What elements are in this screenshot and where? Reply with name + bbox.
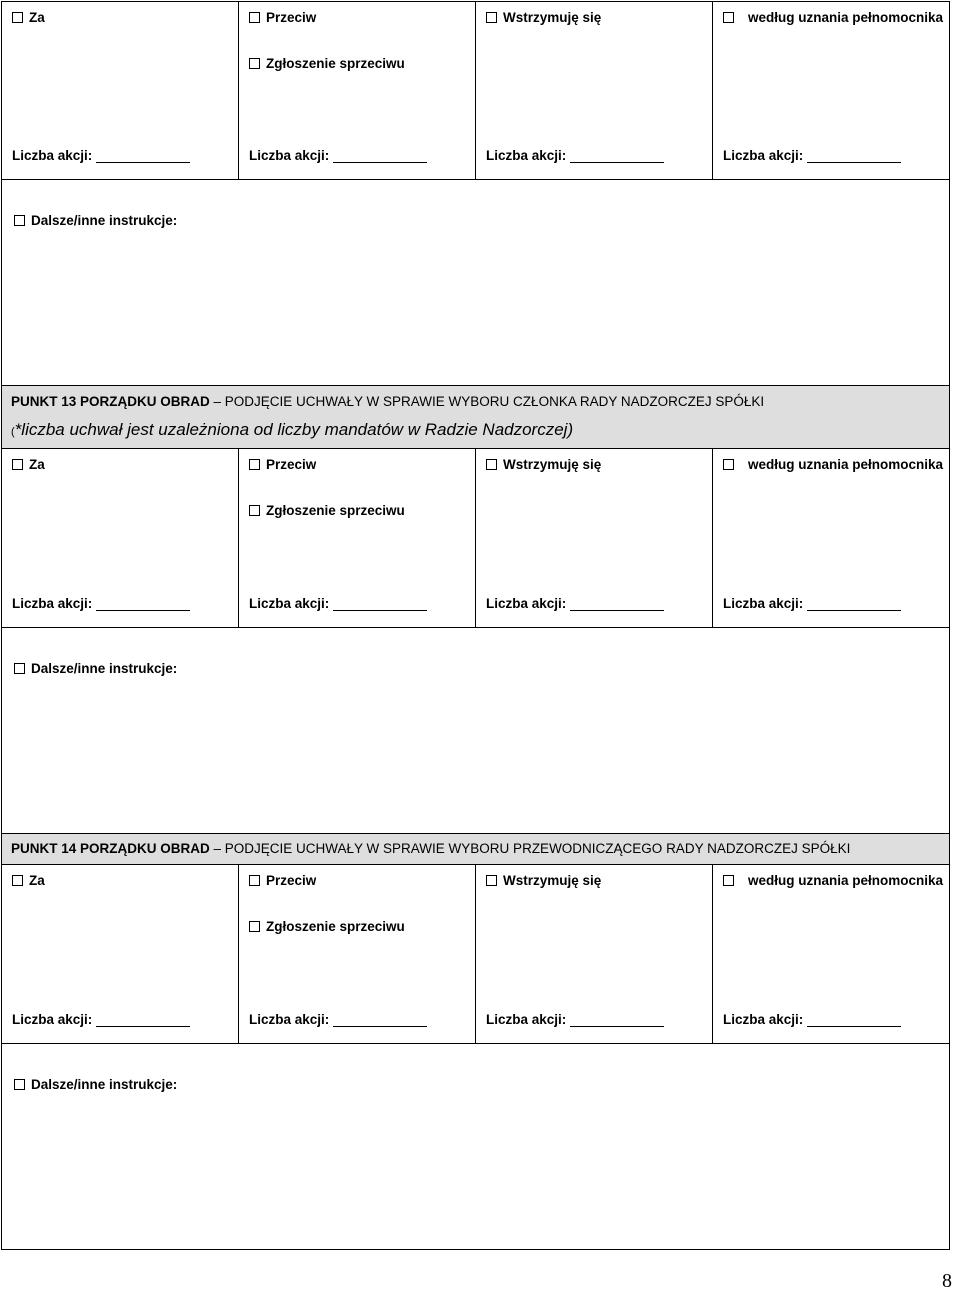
share-count: Liczba akcji: (12, 1012, 190, 1027)
option-wedlug-uznania[interactable]: według uznania pełnomocnika (723, 873, 943, 888)
checkbox-icon[interactable] (12, 875, 23, 886)
share-count: Liczba akcji: (249, 148, 427, 163)
option-za[interactable]: Za (12, 10, 45, 25)
checkbox-icon[interactable] (723, 459, 734, 470)
vote-row-14 (1, 864, 950, 1044)
option-wedlug-uznania[interactable]: według uznania pełnomocnika (723, 10, 943, 25)
share-count-field[interactable] (96, 149, 190, 163)
share-count-field[interactable] (570, 1013, 664, 1027)
vote-cell-za (2, 449, 239, 627)
vote-cell-za (2, 865, 239, 1043)
share-count-field[interactable] (96, 597, 190, 611)
share-count-field[interactable] (807, 1013, 901, 1027)
share-count: Liczba akcji: (486, 596, 664, 611)
instructions-box-1 (1, 180, 950, 386)
agenda-item-13-note: (*liczba uchwał jest uzależniona od liczby mandatów w Radzie Nadzorczej) (11, 420, 574, 439)
share-count: Liczba akcji: (723, 1012, 901, 1027)
vote-cell-przeciw (239, 449, 476, 627)
checkbox-icon[interactable] (249, 58, 260, 69)
share-count: Liczba akcji: (12, 148, 190, 163)
share-count-field[interactable] (570, 597, 664, 611)
vote-cell-wstrzymuje (476, 865, 713, 1043)
vote-cell-przeciw (239, 2, 476, 179)
option-za[interactable]: Za (12, 457, 45, 472)
share-count-field[interactable] (96, 1013, 190, 1027)
option-dalsze-instrukcje[interactable]: Dalsze/inne instrukcje: (14, 213, 177, 228)
checkbox-icon[interactable] (249, 875, 260, 886)
share-count-field[interactable] (333, 597, 427, 611)
share-count: Liczba akcji: (723, 596, 901, 611)
vote-cell-wedlug (713, 865, 949, 1043)
share-count: Liczba akcji: (486, 1012, 664, 1027)
page-number: 8 (942, 1270, 952, 1292)
checkbox-icon[interactable] (723, 12, 734, 23)
vote-cell-wedlug (713, 449, 949, 627)
option-zgloszenie-sprzeciwu[interactable]: Zgłoszenie sprzeciwu (249, 919, 405, 934)
option-za[interactable]: Za (12, 873, 45, 888)
checkbox-icon[interactable] (486, 459, 497, 470)
option-wstrzymuje[interactable]: Wstrzymuję się (486, 457, 601, 472)
vote-cell-wedlug (713, 2, 949, 179)
checkbox-icon[interactable] (249, 505, 260, 516)
agenda-item-13-heading: PUNKT 13 PORZĄDKU OBRAD – PODJĘCIE UCHWAŁY W SPRAWIE WYBORU CZŁONKA RADY NADZORCZEJ SPÓŁKI (11, 394, 765, 409)
share-count: Liczba akcji: (249, 1012, 427, 1027)
checkbox-icon[interactable] (12, 12, 23, 23)
share-count: Liczba akcji: (486, 148, 664, 163)
agenda-item-14 (1, 833, 950, 865)
checkbox-icon[interactable] (249, 12, 260, 23)
checkbox-icon[interactable] (249, 921, 260, 932)
vote-cell-przeciw (239, 865, 476, 1043)
checkbox-icon[interactable] (486, 875, 497, 886)
instructions-box-13 (1, 628, 950, 834)
agenda-item-13 (1, 385, 950, 449)
option-przeciw[interactable]: Przeciw (249, 457, 316, 472)
option-wedlug-uznania[interactable]: według uznania pełnomocnika (723, 457, 943, 472)
vote-cell-wstrzymuje (476, 2, 713, 179)
option-wstrzymuje[interactable]: Wstrzymuję się (486, 873, 601, 888)
vote-cell-za (2, 2, 239, 179)
share-count-field[interactable] (807, 149, 901, 163)
vote-row-13 (1, 448, 950, 628)
option-przeciw[interactable]: Przeciw (249, 10, 316, 25)
checkbox-icon[interactable] (14, 215, 25, 226)
share-count: Liczba akcji: (12, 596, 190, 611)
option-zgloszenie-sprzeciwu[interactable]: Zgłoszenie sprzeciwu (249, 56, 405, 71)
option-przeciw[interactable]: Przeciw (249, 873, 316, 888)
option-dalsze-instrukcje[interactable]: Dalsze/inne instrukcje: (14, 661, 177, 676)
instructions-box-14 (1, 1044, 950, 1250)
vote-row-1 (1, 1, 950, 180)
vote-cell-wstrzymuje (476, 449, 713, 627)
checkbox-icon[interactable] (486, 12, 497, 23)
option-wstrzymuje[interactable]: Wstrzymuję się (486, 10, 601, 25)
option-dalsze-instrukcje[interactable]: Dalsze/inne instrukcje: (14, 1077, 177, 1092)
checkbox-icon[interactable] (14, 1079, 25, 1090)
checkbox-icon[interactable] (249, 459, 260, 470)
share-count-field[interactable] (807, 597, 901, 611)
checkbox-icon[interactable] (14, 663, 25, 674)
checkbox-icon[interactable] (723, 875, 734, 886)
share-count-field[interactable] (333, 1013, 427, 1027)
share-count: Liczba akcji: (723, 148, 901, 163)
share-count-field[interactable] (570, 149, 664, 163)
share-count: Liczba akcji: (249, 596, 427, 611)
option-zgloszenie-sprzeciwu[interactable]: Zgłoszenie sprzeciwu (249, 503, 405, 518)
agenda-item-14-heading: PUNKT 14 PORZĄDKU OBRAD – PODJĘCIE UCHWAŁY W SPRAWIE WYBORU PRZEWODNICZĄCEGO RADY NADZORCZEJ SPÓŁKI (11, 841, 851, 856)
share-count-field[interactable] (333, 149, 427, 163)
checkbox-icon[interactable] (12, 459, 23, 470)
